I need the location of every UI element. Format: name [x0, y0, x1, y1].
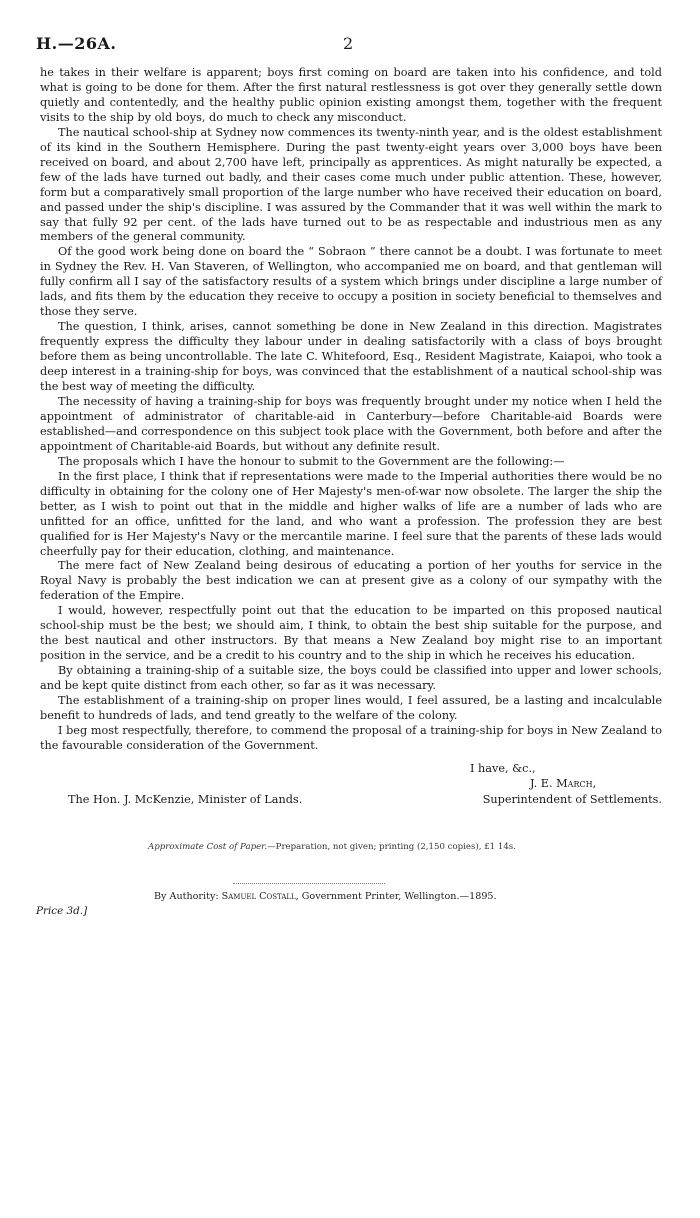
- signatory-name: [530, 777, 596, 790]
- paragraph: By obtaining a training-ship of a suitable size, the boys could be classified into upper and lower schools, and be kept quite distinct from each other, so far as it was necessary.: [40, 664, 662, 693]
- paragraph: Of the good work being done on board the “ Sobraon ” there cannot be a doubt. I was fortunate to meet in Sydney the Rev. H. Van Staveren, of Wellington, who accompanied me on board, and that gentleman will fully confirm all I say of the satisfactory results of a system which brings under discipline a large number of lads, and fits them by the education they receive to occupy a position in society beneficial to themselves and those they serve.: [40, 245, 662, 319]
- addressee: The Hon. J. McKenzie, Minister of Lands.: [68, 793, 303, 806]
- page-number: 2: [343, 34, 354, 53]
- paragraph: The establishment of a training-ship on proper lines would, I feel assured, be a lasting and incalculable benefit to hundreds of lads, and tend greatly to the welfare of the colony.: [40, 694, 662, 722]
- paragraph: The necessity of having a training-ship for boys was frequently brought under my notice when I held the appointment of administrator of charitable-aid in Canterbury—before Charitable-aid Boards were established—and correspondence on this subject took place with the Government, both before and after the appointment of Charitable-aid Boards, but without any definite result.: [40, 394, 662, 453]
- paragraph: he takes in their welfare is apparent; boys first coming on board are taken into his confidence, and told what is going to be done for them. After the first natural restlessness is got over they generally settle down quietly and contentedly, and the healthy public opinion existing amongst them, together with the frequent visits to the ship by old boys, do much to check any misconduct.: [40, 66, 662, 124]
- paragraph: The mere fact of New Zealand being desirous of educating a portion of her youths for service in the Royal Navy is probably the best indication we can at present give as a colony of our sympathy with the federation of the Empire.: [40, 559, 662, 603]
- paragraph: I would, however, respectfully point out that the education to be imparted on this proposed nautical school-ship must be the best; we should aim, I think, to obtain the best ship suitable for the purpose, and the best nautical and other instructors. By that means a New Zealand boy might rise to an important position in the service, and be a credit to his country and to the ship in which he receives his education.: [40, 604, 662, 663]
- cost-of-paper: [148, 842, 516, 852]
- imprint-prefix: By Authority:: [154, 891, 222, 902]
- document-reference: H.—26A.: [36, 34, 117, 53]
- paragraph: In the first place, I think that if representations were made to the Imperial authorities there would be no difficulty in obtaining for the colony one of Her Majesty's men-of-war now obsolete. The larger the ship the better, as I wish to point out that in the middle and higher walks of life are a number of lads who are unfitted for an office, unfitted for the land, and who want a profession. The profession they are best qualified for is Her Majesty's Navy or the mercantile marine. I feel sure that the parents of these lads would cheerfully pay for their education, clothing, and maintenance.: [40, 469, 662, 558]
- imprint-suffix: , Government Printer, Wellington.—1895.: [295, 891, 497, 902]
- paragraph: The question, I think, arises, cannot something be done in New Zealand in this direction. Magistrates frequently express the difficulty they labour under in dealing satisfactorily with a class of boys brought before them as being uncontrollable. The late C. Whitefoord, Esq., Resident Magistrate, Kaiapoi, who took a deep interest in a training-ship for boys, was convinced that the establishment of a nautical school-ship was the best way of meeting the difficulty.: [40, 320, 662, 394]
- printer-name: Samuel Costall: [221, 891, 296, 902]
- footer-divider: [233, 883, 385, 884]
- signatory-surname: March,: [556, 777, 597, 790]
- signatory-title: Superintendent of Settlements.: [482, 793, 662, 806]
- paragraph: I beg most respectfully, therefore, to commend the proposal of a training-ship for boys in New Zealand to the favourable consideration of the Government.: [40, 723, 662, 752]
- paragraph: The nautical school-ship at Sydney now commences its twenty-ninth year, and is the oldest establishment of its kind in the Southern Hemisphere. During the past twenty-eight years over 3,000 boys have been received on board, and about 2,700 have left, principally as apprentices. As might naturally be expected, a few of the lads have turned out badly, and their cases come much under public attention. These, however, form but a comparatively small proportion of the large number who have received their education on board, and passed under the ship's discipline. I was assured by the Commander that it was well within the mark to say that fully 92 per cent. of the lads have turned out to be as respectable and industrious men as any members of the general community.: [40, 125, 662, 244]
- closing-salutation: I have, &c.,: [470, 762, 536, 775]
- printer-imprint: [154, 891, 497, 902]
- price-label: Price 3d.]: [36, 905, 88, 917]
- cost-text: —Preparation, not given; printing (2,150 copies), £1 14s.: [267, 842, 516, 852]
- paragraph: The proposals which I have the honour to submit to the Government are the following:—: [58, 454, 565, 468]
- letter-body: [40, 66, 662, 754]
- signatory-initials: J. E.: [530, 777, 557, 790]
- cost-label: Approximate Cost of Paper.: [148, 842, 268, 852]
